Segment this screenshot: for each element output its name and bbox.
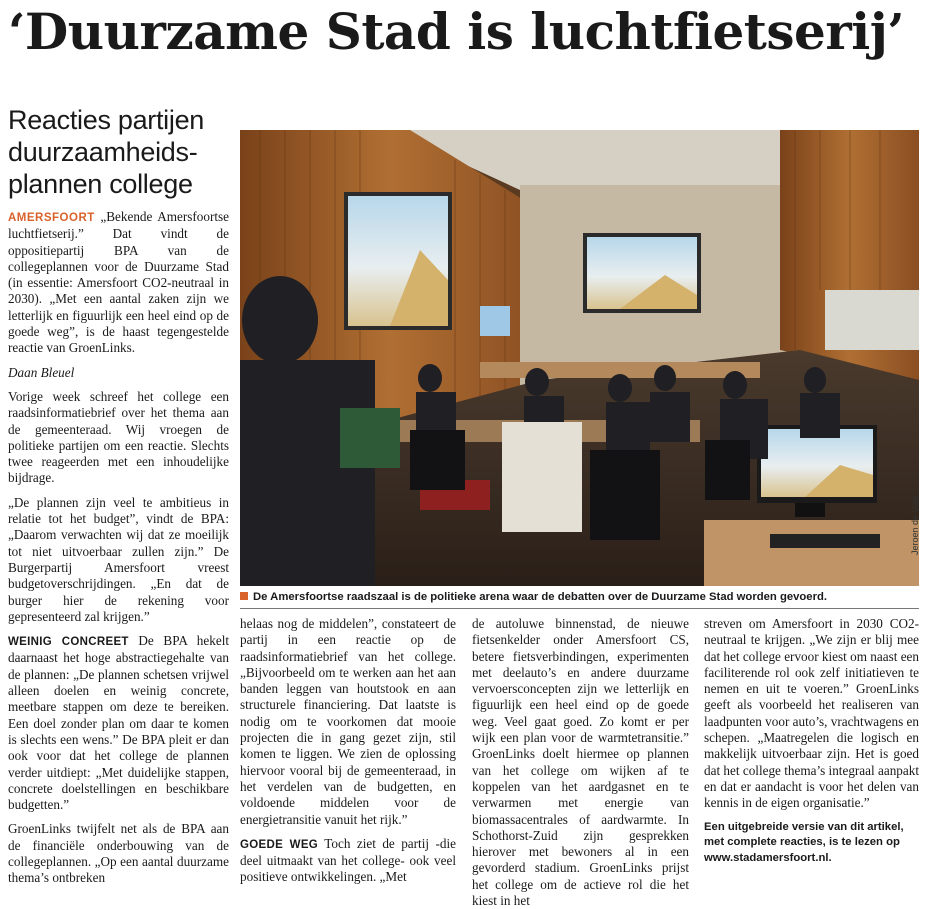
kicker-weinig-concreet: WEINIG CONCREET — [8, 636, 129, 649]
column-4 — [704, 616, 919, 866]
author: Daan Bleuel — [8, 364, 75, 380]
photo-illustration — [240, 130, 919, 586]
headline: ‘Duurzame Stad is luchtfietserij’ — [8, 2, 905, 61]
paragraph: GroenLinks twijfelt net als de BPA aan de financiële onderbouwing van de collegeplannen. „Op een aantal duurzame thema’s ontbreken — [8, 821, 229, 886]
photo-caption — [240, 590, 919, 604]
column-2 — [240, 616, 456, 886]
column-1 — [8, 209, 229, 887]
paragraph: De BPA hekelt daarnaast het hoge abstractiegehalte van de plannen: „De plannen schetsen vrijwel alleen doelen en weinig concrete, meetbare stappen om deze te bereiken. Een doel zonder plan om daar te komen is slechts een wens.” De BPA pleit er dan ook voor dat het college de plannen verder uitdiept: „Met duidelijke stappen, concrete doelstellingen en beschikbare budgetten.” — [8, 633, 230, 813]
caption-marker-icon — [240, 592, 248, 600]
column-3 — [472, 616, 689, 909]
caption-text: De Amersfoortse raadszaal is de politieke arena waar de debatten over de Duurzame Stad worden gevoerd. — [253, 591, 828, 603]
lead-text: „Bekende Amersfoortse luchtfietserij.” Dat vindt de oppositiepartij BPA van de collegeplannen voor de Duurzame Stad (in essentie: Amersfoort CO2-neutraal in 2030). „Met een aantal zaken zijn we letterlijk en figuurlijk een heel eind op de goede weg”, is de haast tegengestelde reactie van GroenLinks. — [8, 209, 230, 356]
paragraph: streven om Amersfoort in 2030 CO2-neutraal te krijgen. „We zijn er blij mee dat het college ervoor kiest om naast een faciliterende rol ook zelf initiatieven te nemen en uit te voeren.” GroenLinks geeft als voorbeeld het realiseren van laadpunten voor auto’s, vrachtwagens en schepen. „Maatregelen die logisch en makkelijk uitvoerbaar zijn. Het is goed dat het college thema’s integraal aanpakt en dat er aandacht is voor het delen van kennis in de eigen organisatie.” — [704, 616, 919, 811]
dateline: AMERSFOORT — [8, 212, 95, 224]
promo-text: Een uitgebreide versie van dit artikel, met complete reacties, is te lezen op www.stadamersfoort.nl. — [704, 820, 904, 864]
paragraph: de autoluwe binnenstad, de nieuwe fietsenkelder onder Amersfoort CS, betere fietsverbindingen, experimenten met deelauto’s en andere duurzame vervoersconcepten zijn we letterlijk en figuurlijk een heel eind op de goede weg. Veel gaat goed. Zo komt er per wijk een plan voor de warmtetransitie.” GroenLinks doelt hiermee op plannen van het college om wijken af te koppelen van het aardgasnet en te verwarmen met energie van biomassacentrales of aardwarmte. In Schothorst-Zuid zijn gesprekken hierover met bewoners al in een gevorderd stadium. GroenLinks prijst het college om de actieve rol die het kiest in het — [472, 616, 689, 909]
subheadline: Reacties partijen duurzaamheids-plannen college — [8, 105, 205, 199]
council-chamber-photo — [240, 130, 919, 586]
paragraph: „De plannen zijn veel te ambitieus in relatie tot het budget”, vindt de BPA: „Daarom verwachten wij dat ze moeilijk tot niet uitvoerbaar zullen zijn.” De Burgerpartij Amersfoort vreest budgetoverschrijdingen. „En dat de burger hier de rekening voor gepresenteerd zal krijgen.” — [8, 494, 229, 624]
paragraph: Vorige week schreef het college een raadsinformatiebrief over het thema aan de gemeenteraad. Wij vroegen de politieke partijen om een reactie. Slechts twee reageerden met een inhoudelijke bijdrage. — [8, 388, 229, 486]
photo-credit: Jeroen de Valk — [910, 495, 920, 555]
kicker-goede-weg: GOEDE WEG — [240, 838, 319, 851]
caption-divider — [240, 608, 919, 609]
paragraph: helaas nog de middelen”, constateert de partij in een reactie op de raadsinformatiebrief van het college. „Bijvoorbeeld om te werken aan het aan banden leggen van houtstook en aan structurele financiering. Dat laatste is nodig om te voorkomen dat mooie projecten die in gang gezet zijn, stil komen te liggen. We zien de oplossing hiervoor vooral bij de gemeenteraad, in het verdelen van de budgetten, en voldoende middelen voor de energietransitie vanuit het rijk.” — [240, 616, 456, 827]
paragraph: Toch ziet de partij -die deel uitmaakt van het college- ook veel positieve ontwikkelingen. „Met — [240, 835, 456, 885]
